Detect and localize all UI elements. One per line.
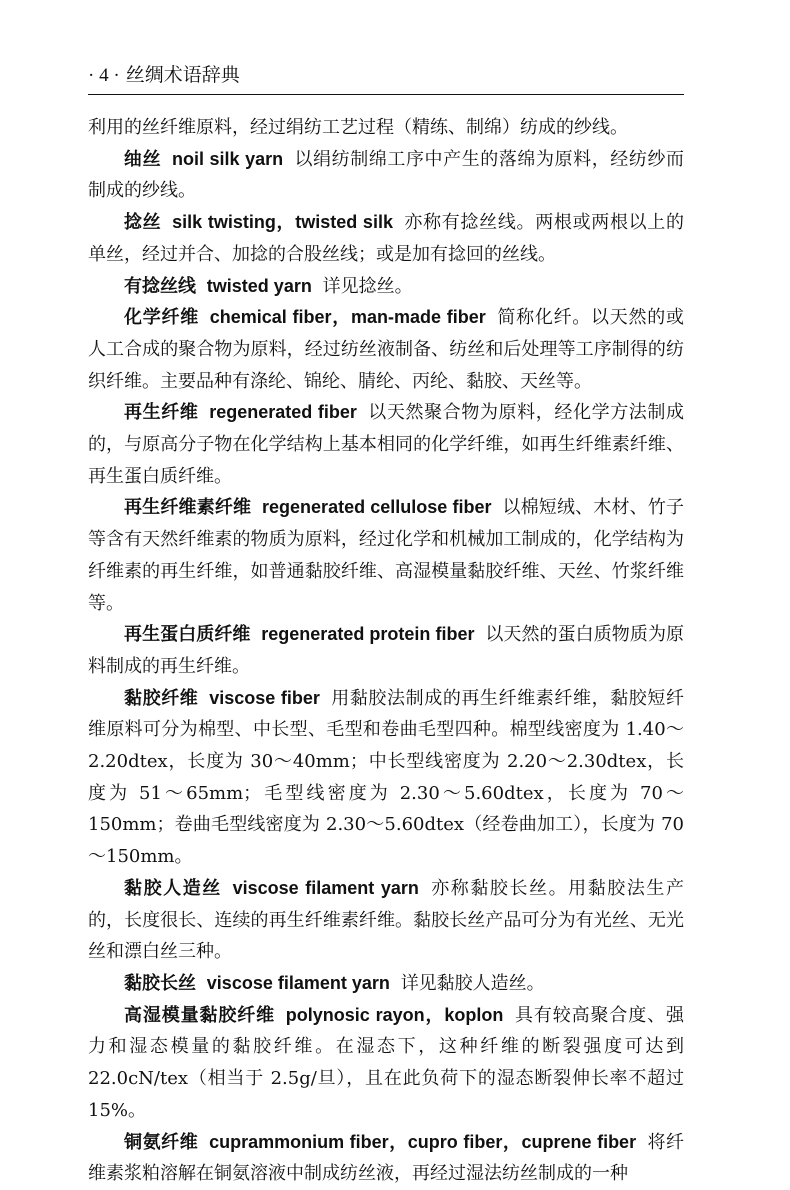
entry-viscose-rayon xyxy=(88,873,684,968)
entry-cuprammonium-fiber xyxy=(88,1127,684,1190)
entry-english: viscose filament yarn xyxy=(206,972,390,993)
entry-definition: 以天然聚合物为原料，经化学方法制成的，与原高分子物在化学结构上基本相同的化学纤维，如再生纤维素纤维、再生蛋白质纤维。 xyxy=(88,402,685,487)
entry-english: twisted yarn xyxy=(206,275,312,296)
entry-noil-silk-yarn xyxy=(88,144,684,207)
header-rule xyxy=(88,94,684,95)
dictionary-body xyxy=(88,112,684,1190)
entry-definition: 以绢纺制绵工序中产生的落绵为原料，经纺纱而制成的纱线。 xyxy=(88,148,685,202)
entry-term: 黏胶纤维 xyxy=(124,687,199,709)
entry-regenerated-fiber xyxy=(88,397,684,492)
continued-definition: 利用的丝纤维原料，经过绢纺工艺过程（精练、制绵）纺成的纱线。 xyxy=(88,117,628,138)
entry-definition: 以天然的蛋白质物质为原料制成的再生纤维。 xyxy=(88,624,685,677)
page-number: · 4 · xyxy=(88,65,120,86)
entry-twisted-yarn xyxy=(88,271,684,303)
entry-definition: 简称化纤。以天然的或人工合成的聚合物为原料，经过纺丝液制备、纺丝和后处理等工序制得的纺织纤维。主要品种有涤纶、锦纶、腈纶、丙纶、黏胶、天丝等。 xyxy=(88,307,685,392)
entry-term: 䌷丝 xyxy=(124,148,162,170)
entry-term: 黏胶长丝 xyxy=(124,972,196,994)
entry-regenerated-cellulose-fiber xyxy=(88,492,684,619)
entry-term: 高湿模量黏胶纤维 xyxy=(124,1004,275,1026)
entry-english: viscose filament yarn xyxy=(232,877,419,898)
entry-english: regenerated fiber xyxy=(209,402,357,423)
entry-term: 有捻丝线 xyxy=(124,275,196,297)
entry-definition: 以棉短绒、木材、竹子等含有天然纤维素的物质为原料，经过化学和机械加工制成的，化学结构为纤维素的再生纤维，如普通黏胶纤维、高湿模量黏胶纤维、天丝、竹浆纤维等。 xyxy=(88,497,685,614)
entry-regenerated-protein-fiber xyxy=(88,619,684,682)
entry-english: polynosic rayon，koplon xyxy=(285,1004,504,1025)
entry-polynosic-rayon xyxy=(88,1000,684,1127)
entry-silk-twisting xyxy=(88,207,684,270)
entry-definition: 将纤维素浆粕溶解在铜氨溶液中制成纺丝液，再经过湿法纺丝制成的一种 xyxy=(88,1131,685,1185)
entry-viscose-fiber xyxy=(88,683,684,873)
entry-english: noil silk yarn xyxy=(171,148,284,169)
running-head xyxy=(88,60,684,90)
entry-definition: 亦称黏胶长丝。用黏胶法生产的，长度很长、连续的再生纤维素纤维。黏胶长丝产品可分为有光丝、无光丝和漂白丝三种。 xyxy=(88,877,684,963)
entry-term: 再生纤维 xyxy=(124,402,199,424)
entry-term: 铜氨纤维 xyxy=(124,1131,199,1153)
entry-english: chemical fiber，man-made fiber xyxy=(209,307,486,328)
entry-definition: 亦称有捻丝线。两根或两根以上的单丝，经过并合、加捻的合股丝线；或是加有捻回的丝线。 xyxy=(88,212,684,265)
entry-english: regenerated protein fiber xyxy=(261,624,475,645)
entry-term: 黏胶人造丝 xyxy=(124,877,222,899)
entry-term: 捻丝 xyxy=(124,212,162,234)
entry-term: 再生蛋白质纤维 xyxy=(124,624,251,646)
entry-chemical-fiber xyxy=(88,302,684,397)
entry-english: regenerated cellulose fiber xyxy=(262,497,492,518)
entry-english: cuprammonium fiber，cupro fiber，cuprene fiber xyxy=(209,1131,637,1152)
entry-definition: 具有较高聚合度、强力和湿态模量的黏胶纤维。在湿态下，这种纤维的断裂强度可达到 22.0cN/tex（相当于 2.5g/旦），且在此负荷下的湿态断裂伸长率不超过 15%。 xyxy=(88,1004,685,1121)
entry-definition: 详见捻丝。 xyxy=(322,275,413,297)
entry-english: silk twisting，twisted silk xyxy=(172,212,393,233)
book-title: 丝绸术语辞典 xyxy=(125,64,240,86)
entry-viscose-filament xyxy=(88,968,684,1000)
entry-definition: 详见黏胶人造丝。 xyxy=(400,972,545,994)
entry-definition: 用黏胶法制成的再生纤维素纤维，黏胶短纤维原料可分为棉型、中长型、毛型和卷曲毛型四种。棉型线密度为 1.40～2.20dtex，长度为 30～40mm；中长型线密度为 2.20～2.30dtex，长度为 51～65mm；毛型线密度为 2.30～5.60dtex，长度为 70～150mm；卷曲毛型线密度为 2.30～5.60dtex（经卷曲加工），长度为 70～150mm。 xyxy=(88,687,684,868)
entry-term: 再生纤维素纤维 xyxy=(124,497,252,519)
entry-english: viscose fiber xyxy=(209,687,320,708)
entry-term: 化学纤维 xyxy=(124,307,199,329)
